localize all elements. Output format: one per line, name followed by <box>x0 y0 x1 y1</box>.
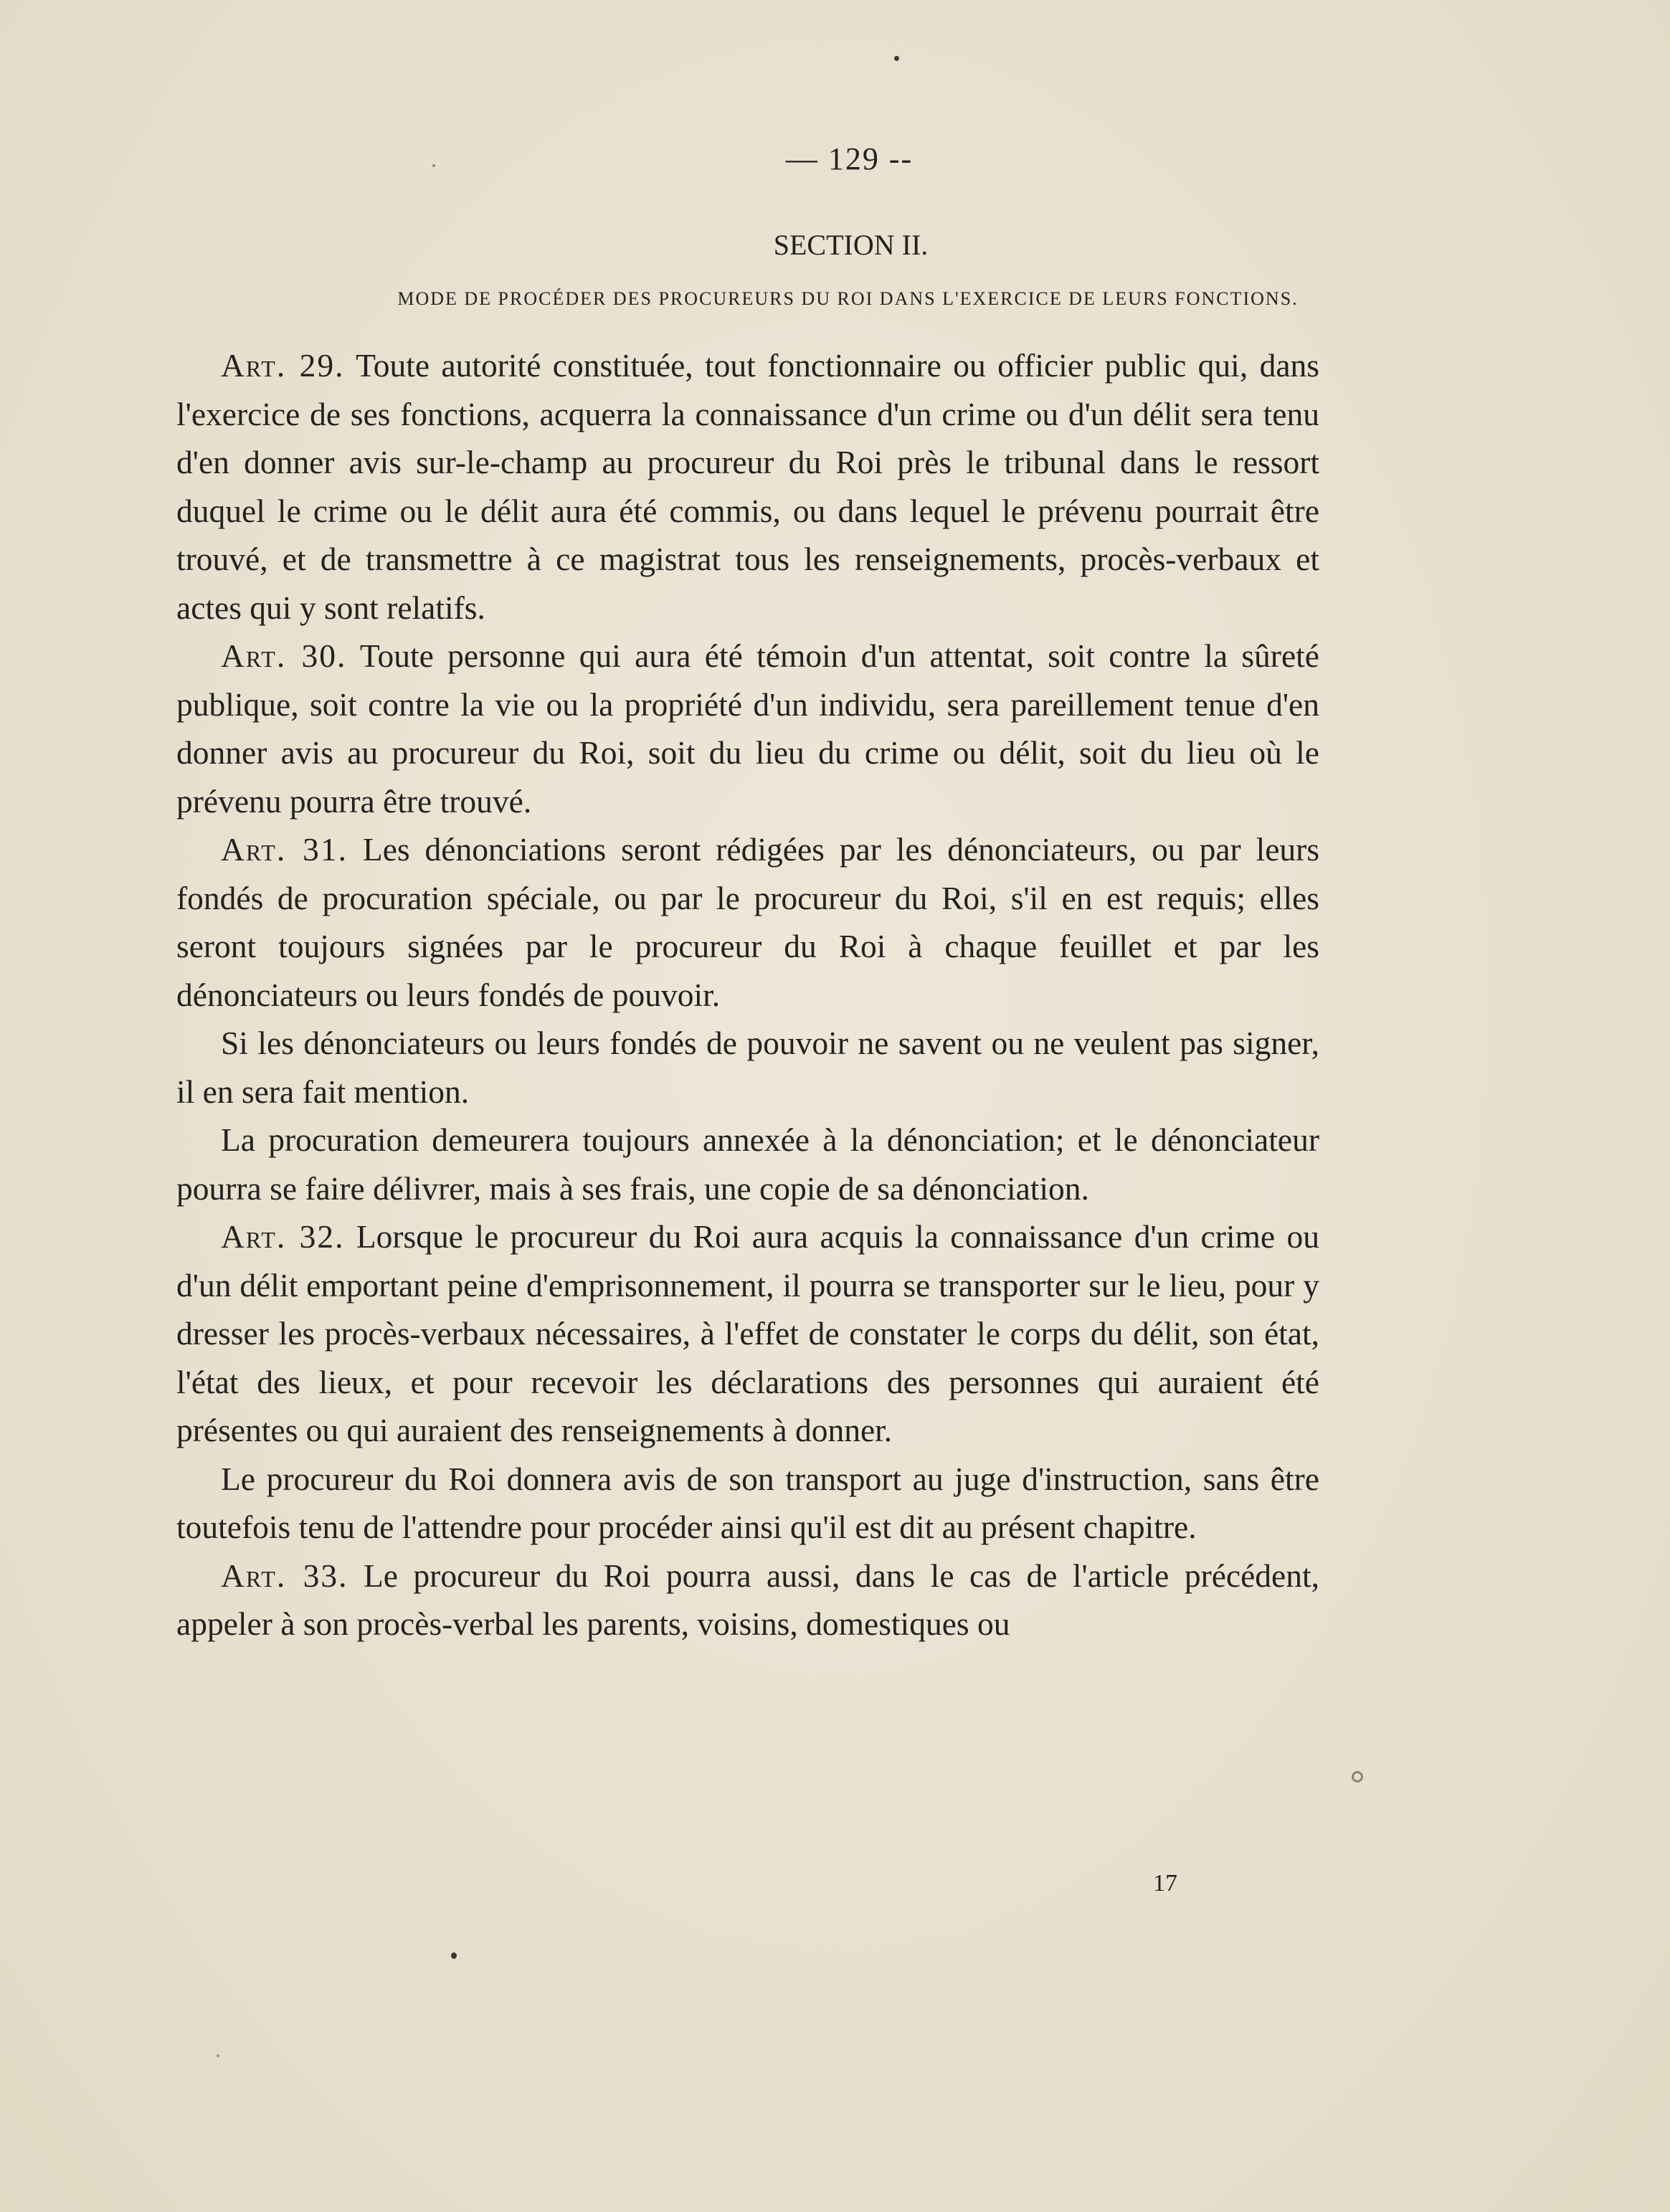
article-text: Le procureur du Roi donnera avis de son transport au juge d'instruction, sans être toutefois tenu de l'attendre pour procéder ainsi qu'il est dit au présent chapitre. <box>176 1460 1319 1545</box>
article-label: Art. 32. <box>221 1218 345 1255</box>
paragraph-art-31 <box>176 825 1319 1019</box>
section-subtitle: MODE DE PROCÉDER DES PROCUREURS DU ROI DANS L'EXERCICE DE LEURS FONCTIONS. <box>397 288 1299 309</box>
page-number: — 129 -- <box>785 141 914 176</box>
ink-speck <box>894 56 899 61</box>
article-label: Art. 33. <box>221 1557 348 1594</box>
ink-speck <box>1352 1771 1363 1783</box>
article-label: Art. 30. <box>221 637 347 674</box>
article-text: Les dénonciations seront rédigées par les dénonciateurs, ou par leurs fondés de procuration spéciale, ou par le procureur du Roi, s'il en est requis; elles seront toujours signées par le procureur du Roi à chaque feuillet et par les dénonciateurs ou leurs fondés de pouvoir. <box>176 831 1320 1013</box>
article-text: Lorsque le procureur du Roi aura acquis la connaissance d'un crime ou d'un délit emportant peine d'emprisonnement, il pourra se transporter sur le lieu, pour y dresser les procès-verbaux nécessaires, à l'effet de constater le corps du délit, son état, l'état des lieux, et pour recevoir les déclarations des personnes qui auraient été présentes ou qui auraient des renseignements à donner. <box>176 1218 1320 1448</box>
article-text: Toute personne qui aura été témoin d'un attentat, soit contre la sûreté publique, soit contre la vie ou la propriété d'un individu, sera pareillement tenue d'en donner avis au procureur du Roi, soit du lieu du crime ou délit, soit du lieu où le prévenu pourra être trouvé. <box>176 637 1319 820</box>
ink-speck <box>451 1952 457 1959</box>
article-label: Art. 29. <box>221 347 345 384</box>
section-title: SECTION II. <box>773 229 929 261</box>
paragraph-art-33 <box>176 1552 1319 1648</box>
article-text: Toute autorité constituée, tout fonctionnaire ou officier public qui, dans l'exercice de ses fonctions, acquerra la connaissance d'un crime ou d'un délit sera tenu d'en donner avis sur-le-champ au procureur du Roi près le tribunal dans le ressort duquel le crime ou le délit aura été commis, ou dans lequel le prévenu pourrait être trouvé, et de transmettre à ce magistrat tous les renseignements, procès-verbaux et actes qui y sont relatifs. <box>176 347 1320 626</box>
paragraph-art-31-signature <box>176 1019 1319 1116</box>
article-label: Art. 31. <box>221 831 348 868</box>
paragraph-art-32 <box>176 1212 1319 1455</box>
paragraph-art-29 <box>176 341 1319 632</box>
ink-speck <box>217 2054 219 2057</box>
paragraph-art-31-procuration <box>176 1116 1319 1212</box>
paragraph-art-32-transport <box>176 1455 1319 1552</box>
body-text <box>176 341 1319 1648</box>
article-text: La procuration demeurera toujours annexée à la dénonciation; et le dénonciateur pourra se faire délivrer, mais à ses frais, une copie de sa dénonciation. <box>176 1121 1319 1207</box>
signature-mark: 17 <box>1153 1870 1177 1897</box>
ink-speck <box>432 164 435 167</box>
article-text: Le procureur du Roi pourra aussi, dans le cas de l'article précédent, appeler à son procès-verbal les parents, voisins, domestiques ou <box>176 1557 1320 1642</box>
paragraph-art-30 <box>176 632 1319 825</box>
article-text: Si les dénonciateurs ou leurs fondés de pouvoir ne savent ou ne veulent pas signer, il en sera fait mention. <box>176 1025 1319 1110</box>
